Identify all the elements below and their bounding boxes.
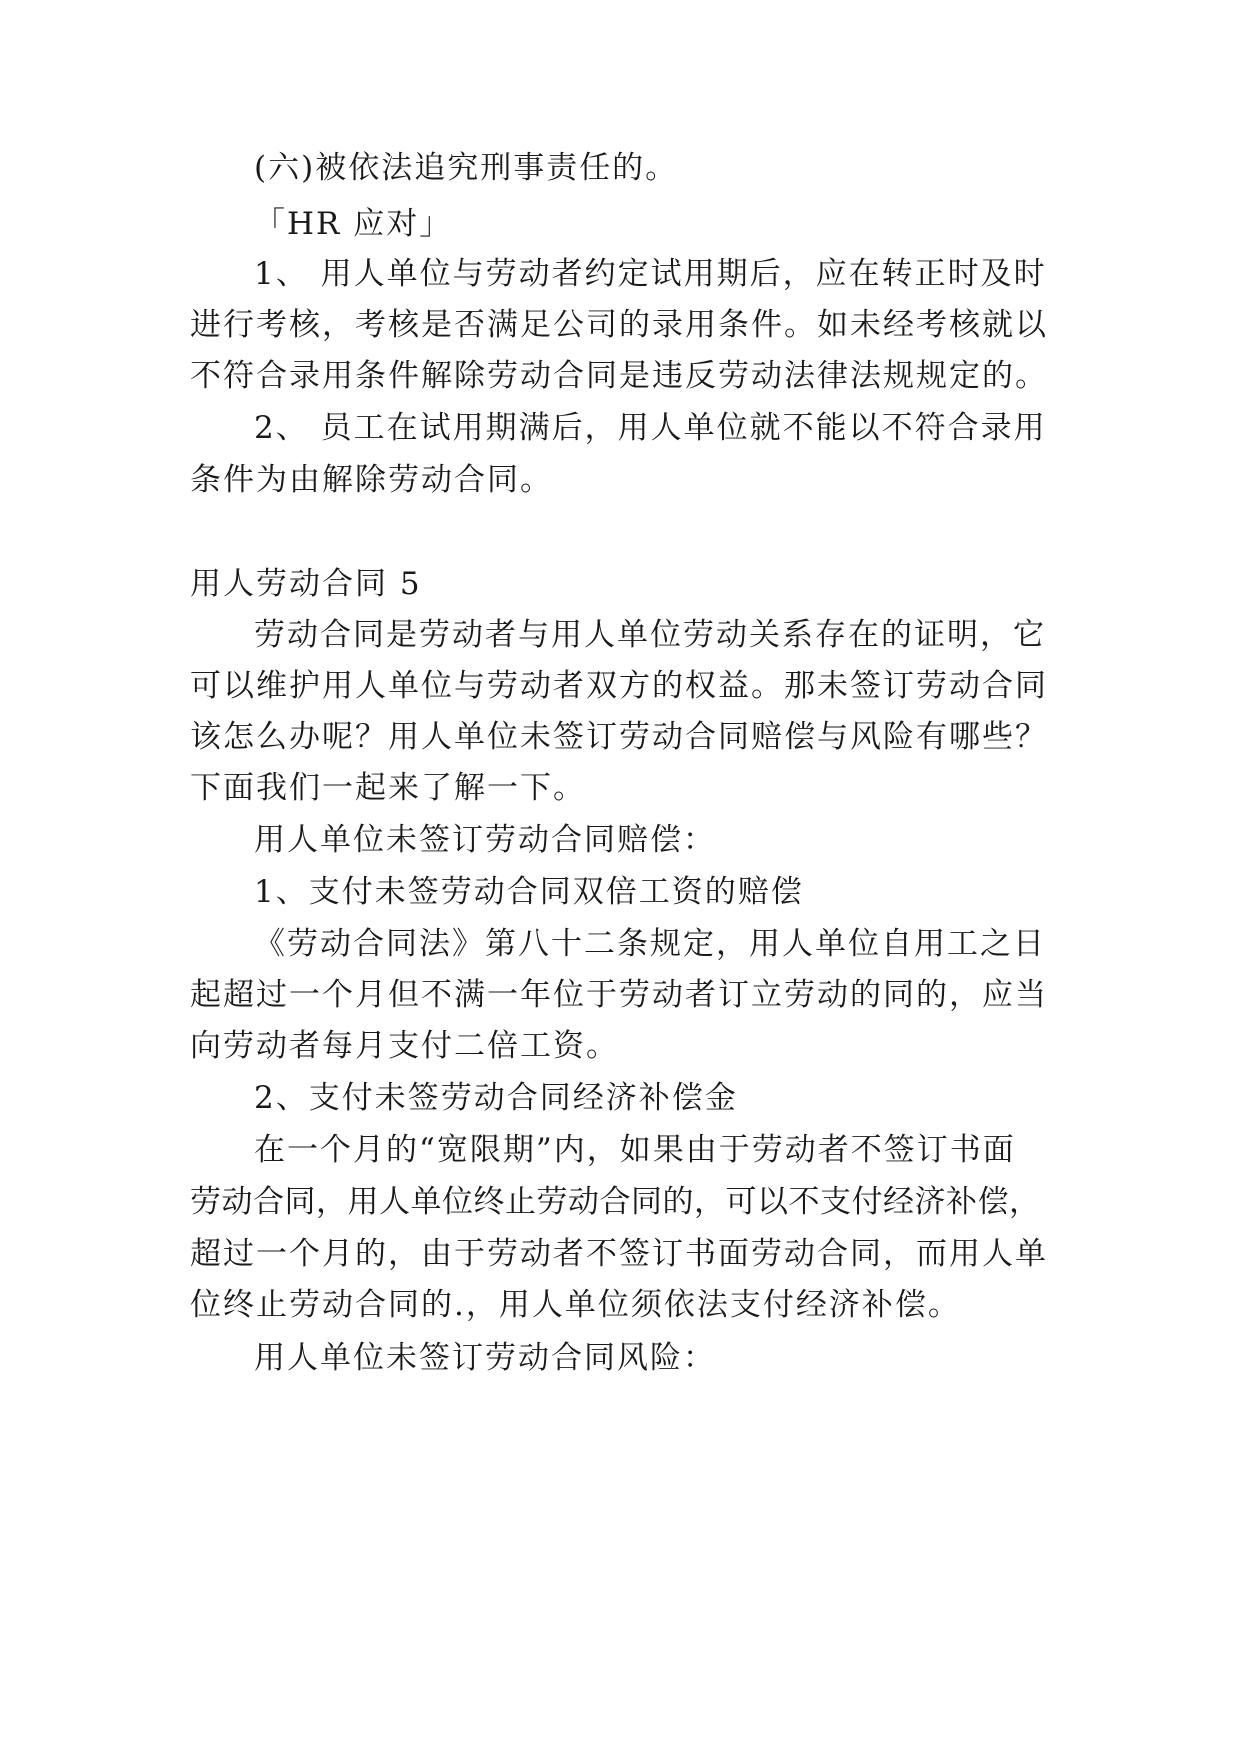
paragraph-line: 起超过一个月但不满一年位于劳动者订立劳动的同的，应当 [190, 977, 1048, 1013]
paragraph-line: 不符合录用条件解除劳动合同是违反劳动法律法规规定的。 [190, 358, 1048, 394]
paragraph-line: 劳动合同是劳动者与用人单位劳动关系存在的证明，它 [254, 617, 1046, 653]
paragraph-line: 2、支付未签劳动合同经济补偿金 [254, 1080, 738, 1116]
paragraph-line: 2、 员工在试用期满后，用人单位就不能以不符合录用 [254, 410, 1047, 446]
section-heading-hr: 「HR 应对」 [254, 206, 453, 242]
paragraph-line: 向劳动者每月支付二倍工资。 [190, 1028, 619, 1064]
section-title: 用人劳动合同 5 [190, 566, 422, 602]
paragraph-line: 《劳动合同法》第八十二条规定，用人单位自用工之日 [254, 926, 1046, 962]
paragraph-line: 可以维护用人单位与劳动者双方的权益。那未签订劳动合同 [190, 668, 1048, 704]
paragraph-line: (六)被依法追究刑事责任的。 [254, 150, 679, 186]
paragraph-line: 用人单位未签订劳动合同风险： [254, 1340, 716, 1376]
paragraph-line: 位终止劳动合同的.，用人单位须依法支付经济补偿。 [190, 1287, 961, 1323]
paragraph-line: 1、 用人单位与劳动者约定试用期后，应在转正时及时 [254, 256, 1047, 292]
paragraph-line: 进行考核，考核是否满足公司的录用条件。如未经考核就以 [190, 307, 1048, 343]
paragraph-line: 用人单位未签订劳动合同赔偿： [254, 822, 716, 858]
paragraph-line: 在一个月的“宽限期”内，如果由于劳动者不签订书面 [254, 1132, 1016, 1168]
paragraph-line: 1、支付未签劳动合同双倍工资的赔偿 [254, 874, 804, 910]
paragraph-line: 该怎么办呢？用人单位未签订劳动合同赔偿与风险有哪些？ [190, 719, 1048, 755]
paragraph-line: 超过一个月的，由于劳动者不签订书面劳动合同，而用人单 [190, 1236, 1048, 1272]
paragraph-line: 下面我们一起来了解一下。 [190, 770, 586, 806]
paragraph-line: 条件为由解除劳动合同。 [190, 462, 553, 498]
paragraph-line: 劳动合同，用人单位终止劳动合同的，可以不支付经济补偿， [190, 1184, 1041, 1220]
